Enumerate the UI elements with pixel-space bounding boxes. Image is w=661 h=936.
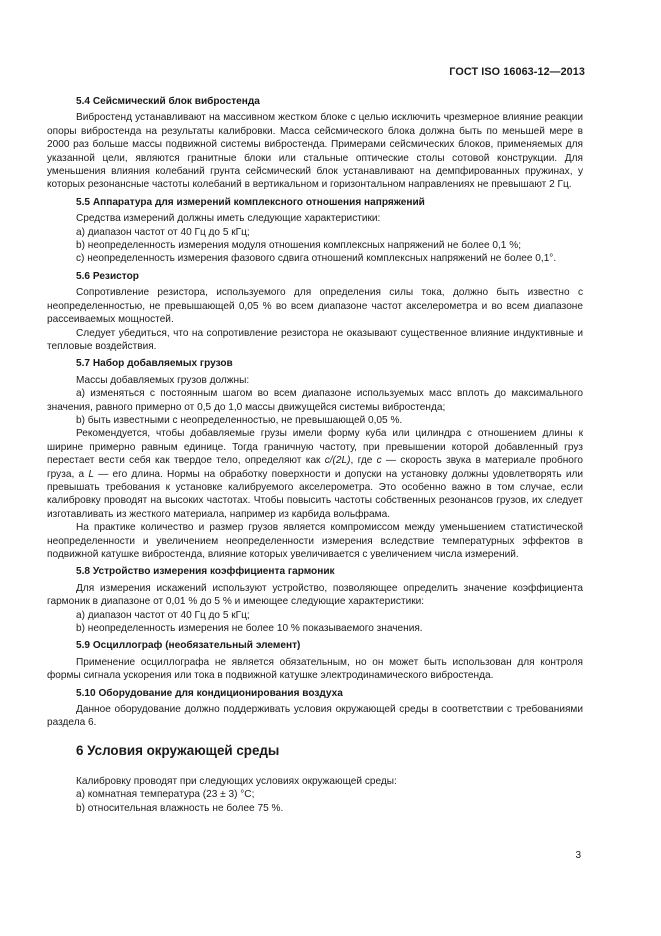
section-5-4-paragraph: Вибростенд устанавливают на массивном жестком блоке с целью исключить чрезмерное влияние реакции опоры вибростенда на результаты калибровки. Масса сейсмического блока должна быть по меньшей мере в 2000 раз больше массы подвижной системы вибростенда. Примерами сейсмических блоков, применяемых для указанной цели, являются гранитные блоки или стальные оптические столы сотовой конструкции. Для уменьшения влияния колебаний грунта сейсмический блок устанавливают на демпфированных пружинах, у которых резонансные частоты колебаний в вертикальном и горизонтальном направлениях не превышают 2 Гц. <box>47 112 583 191</box>
standard-header: ГОСТ ISO 16063-12—2013 <box>449 66 585 78</box>
section-5-8-item-a: a) диапазон частот от 40 Гц до 5 кГц; <box>76 609 250 621</box>
section-5-9-heading: 5.9 Осциллограф (необязательный элемент) <box>76 640 301 652</box>
section-5-6-heading: 5.6 Резистор <box>76 270 139 282</box>
section-5-7-paragraph-1 <box>47 427 583 521</box>
section-5-5-item-c: c) неопределенность измерения фазового сдвига отношений комплексных напряжений не более 0,1°. <box>76 253 557 265</box>
section-5-5-item-b: b) неопределенность измерения модуля отношения комплексных напряжений не более 0,1 %; <box>76 240 522 252</box>
section-5-7-intro: Массы добавляемых грузов должны: <box>76 374 250 386</box>
section-5-8-heading: 5.8 Устройство измерения коэффициента гармоник <box>76 566 335 578</box>
section-5-8-intro: Для измерения искажений используют устройство, позволяющее определить значение коэффициента гармоник в диапазоне от 0,01 % до 5 % и имеющее следующие характеристики: <box>47 582 583 608</box>
section-5-6-paragraph-2: Следует убедиться, что на сопротивление резистора не оказывают существенное влияние индуктивные и тепловые воздействия. <box>47 327 583 352</box>
symbol-c: c <box>376 455 382 467</box>
section-5-7-item-b: b) быть известными с неопределенностью, не превышающей 0,05 %. <box>76 414 403 426</box>
section-5-10-heading: 5.10 Оборудование для кондиционирования воздуха <box>76 687 343 699</box>
para-text: — его длина. Нормы на обработку поверхности и допуски на установку должны удовлетворять или превышать требования к установке калибруемого акселерометра. Это особенно важно в том случае, если калибровку проводят на высоких частотах. Чтобы повысить частоты собственных резонансов грузов, их следует изготавливать из жесткого материала, например из карбида вольфрама. <box>47 468 584 520</box>
section-5-8-item-b: b) неопределенность измерения не более 10 % показываемого значения. <box>76 623 423 635</box>
para-text: , где <box>350 455 377 467</box>
formula: c/(2L) <box>324 455 351 467</box>
section-5-6-paragraph-1: Сопротивление резистора, используемого для определения силы тока, должно быть известно с неопределенностью, не превышающей 0,05 % во всем диапазоне частот акселерометра и во всем диапазоне рассеиваемых мощностей. <box>47 287 583 326</box>
section-6-item-b: b) относительная влажность не более 75 %. <box>76 802 284 814</box>
section-5-5-item-a: a) диапазон частот от 40 Гц до 5 кГц; <box>76 226 250 238</box>
section-5-7-paragraph-2: На практике количество и размер грузов является компромиссом между уменьшением статистической неопределенности и увеличением неопределенности измерения вследствие температурных эффектов в подвижной катушке вибростенда, влияние которых увеличивается с увеличением числа измерений. <box>47 522 583 560</box>
para-text: — скорость звука в материале пробного груза, а <box>47 455 583 480</box>
section-5-4-heading: 5.4 Сейсмический блок вибростенда <box>76 96 260 107</box>
section-6-item-a: a) комнатная температура (23 ± 3) °C; <box>76 789 255 801</box>
symbol-l: L <box>88 468 94 480</box>
para-text: Рекомендуется, чтобы добавляемые грузы имели форму куба или цилиндра с отношением длины к ширине примерно равным единице. Тогда граничную частоту, при превышении которой добавленный груз перестает вести себя как твердое тело, определяют как <box>47 428 583 467</box>
document-body <box>47 95 583 815</box>
section-5-5-intro: Средства измерений должны иметь следующие характеристики: <box>76 213 381 225</box>
section-5-10-paragraph: Данное оборудование должно поддерживать условия окружающей среды в соответствии с требованиями раздела 6. <box>47 704 583 729</box>
section-5-7-item-a: a) изменяться с постоянным шагом во всем диапазоне используемых масс вплоть до максимального значения, равного примерно от 0,5 до 1,0 массы движущейся системы вибростенда; <box>47 388 583 413</box>
section-6-heading: 6 Условия окружающей среды <box>76 742 280 758</box>
section-5-7-heading: 5.7 Набор добавляемых грузов <box>76 358 233 370</box>
section-5-5-heading: 5.5 Аппаратура для измерений комплексного отношения напряжений <box>76 196 425 208</box>
page-number: 3 <box>575 850 581 861</box>
section-5-9-paragraph: Применение осциллографа не является обязательным, но он может быть использован для контроля формы сигнала ускорения или тока в подвижной катушке электродинамического вибростенда. <box>47 656 583 682</box>
section-6-intro: Калибровку проводят при следующих условиях окружающей среды: <box>76 775 397 787</box>
